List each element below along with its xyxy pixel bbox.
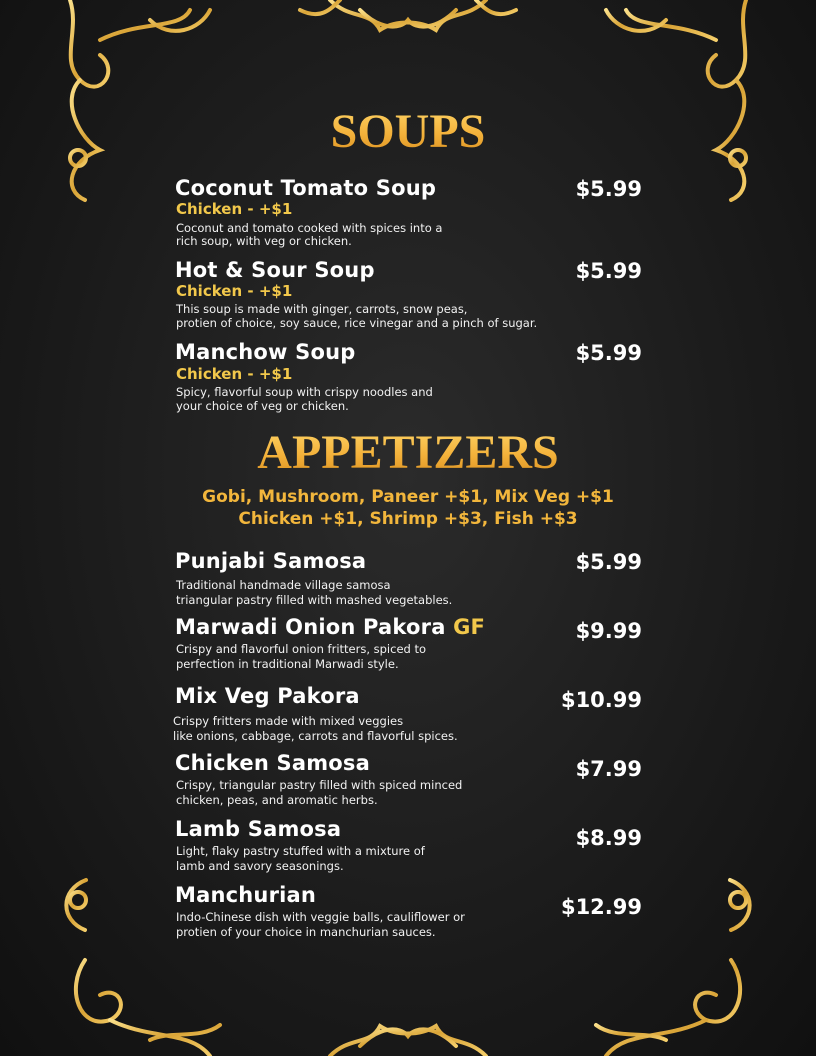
appetizers-heading: APPETIZERS	[0, 425, 816, 480]
item-name: Coconut Tomato Soup	[175, 176, 437, 200]
item-option: Chicken - +$1	[176, 282, 293, 300]
item-name: Mix Veg Pakora	[175, 684, 360, 708]
item-desc-line1: Crispy, triangular pastry filled with spiced minced	[176, 778, 463, 792]
item-name-text: Marwadi Onion Pakora	[175, 615, 446, 639]
item-name: Manchurian	[175, 883, 317, 907]
item-name: Punjabi Samosa	[175, 549, 367, 573]
item-desc-line1: Light, flaky pastry stuffed with a mixture of	[176, 844, 425, 858]
item-price: $8.99	[575, 826, 642, 850]
item-price: $12.99	[560, 895, 642, 919]
item-desc-line1: Coconut and tomato cooked with spices into a	[176, 221, 443, 235]
gluten-free-badge: GF	[453, 615, 486, 639]
item-price: $5.99	[575, 550, 642, 574]
item-name	[175, 615, 485, 639]
item-desc-line1: Spicy, flavorful soup with crispy noodles and	[176, 385, 433, 399]
item-price: $5.99	[575, 341, 642, 365]
item-price: $5.99	[575, 177, 642, 201]
item-desc-line2: protien of choice, soy sauce, rice vinegar and a pinch of sugar.	[176, 316, 538, 330]
soups-heading: SOUPS	[0, 104, 816, 159]
item-desc-line2: lamb and savory seasonings.	[176, 859, 344, 873]
item-price: $10.99	[560, 688, 642, 712]
item-name: Lamb Samosa	[175, 817, 342, 841]
item-desc-line1: Indo-Chinese dish with veggie balls, cauliflower or	[176, 910, 465, 924]
item-price: $9.99	[575, 619, 642, 643]
item-desc-line1: Crispy fritters made with mixed veggies	[173, 714, 404, 728]
item-desc-line2: rich soup, with veg or chicken.	[176, 234, 352, 248]
item-name: Chicken Samosa	[175, 751, 370, 775]
item-desc-line1: Traditional handmade village samosa	[176, 578, 391, 592]
item-price: $7.99	[575, 757, 642, 781]
item-name: Hot & Sour Soup	[175, 258, 375, 282]
item-desc-line2: like onions, cabbage, carrots and flavorful spices.	[173, 729, 458, 743]
item-desc-line2: triangular pastry filled with mashed vegetables.	[176, 593, 453, 607]
item-name: Manchow Soup	[175, 340, 356, 364]
item-desc-line2: perfection in traditional Marwadi style.	[176, 657, 399, 671]
addons-line2: Chicken +$1, Shrimp +$3, Fish +$3	[238, 509, 578, 529]
item-desc-line2: protien of your choice in manchurian sauces.	[176, 925, 436, 939]
item-option: Chicken - +$1	[176, 200, 293, 218]
item-price: $5.99	[575, 259, 642, 283]
item-desc-line1: This soup is made with ginger, carrots, snow peas,	[176, 302, 468, 316]
item-desc-line2: your choice of veg or chicken.	[176, 399, 349, 413]
item-option: Chicken - +$1	[176, 365, 293, 383]
item-desc-line2: chicken, peas, and aromatic herbs.	[176, 793, 378, 807]
item-desc-line1: Crispy and flavorful onion fritters, spiced to	[176, 642, 427, 656]
addons-line1: Gobi, Mushroom, Paneer +$1, Mix Veg +$1	[202, 487, 614, 507]
